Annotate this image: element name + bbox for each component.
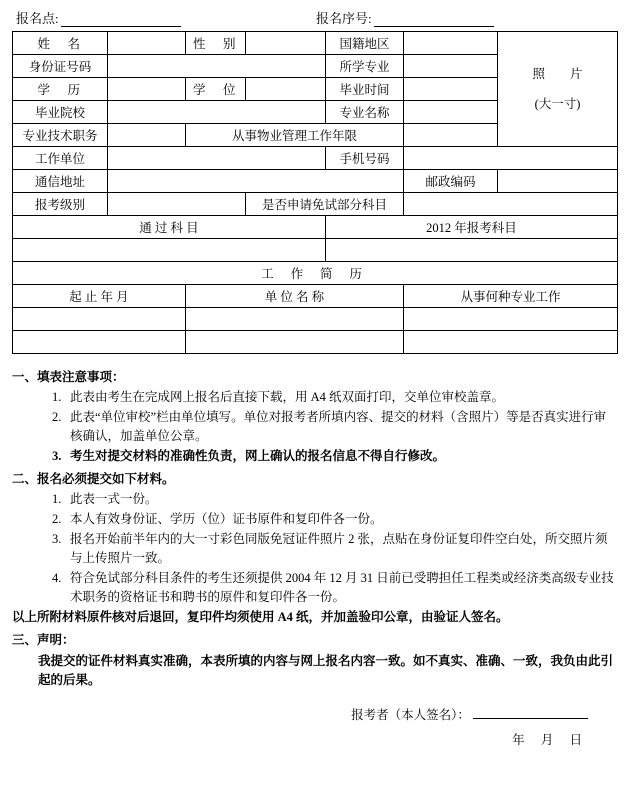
serial-field — [316, 8, 494, 27]
label-graduation-time: 毕业时间 — [326, 78, 404, 101]
list-item-text: 此表“单位审校”栏由单位填写。单位对报考者所填内容、提交的材料（含照片）等是否真实进行审核确认，加盖单位公章。 — [70, 410, 607, 443]
label-major-studied: 所学专业 — [326, 55, 404, 78]
notes-section2-list — [12, 490, 618, 607]
value-mobile[interactable] — [404, 147, 618, 170]
list-item — [52, 447, 618, 466]
label-nationality-region: 国籍地区 — [326, 32, 404, 55]
table-row — [13, 32, 618, 55]
label-school: 毕业院校 — [13, 101, 108, 124]
value-major-name[interactable] — [404, 101, 498, 124]
list-item-text: 报名开始前半年内的大一寸彩色同版免冠证件照片 2 张，点贴在身份证复印件空白处，所交照片须与上传照片一致。 — [70, 532, 608, 565]
table-row — [13, 331, 618, 354]
form-header — [12, 8, 618, 27]
value-passed-subjects[interactable] — [13, 239, 326, 262]
value-graduation-time[interactable] — [404, 78, 498, 101]
table-row — [13, 285, 618, 308]
signature-row — [12, 705, 618, 725]
list-item-number: 2. — [52, 512, 62, 526]
table-row — [13, 262, 618, 285]
value-resume-period[interactable] — [13, 308, 186, 331]
value-major-studied[interactable] — [404, 55, 498, 78]
label-work-unit: 工作单位 — [13, 147, 108, 170]
table-row — [13, 147, 618, 170]
value-degree[interactable] — [246, 78, 326, 101]
notes-section1-title: 一、填表注意事项： — [12, 370, 125, 384]
notes-section1-list — [12, 388, 618, 466]
value-resume-unit[interactable] — [186, 331, 404, 354]
label-id-number: 身份证号码 — [13, 55, 108, 78]
label-professional-title: 专业技术职务 — [13, 124, 108, 147]
photo-placeholder[interactable] — [498, 32, 618, 147]
label-degree: 学 位 — [186, 78, 246, 101]
value-id-number[interactable] — [108, 55, 326, 78]
label-exam-level: 报考级别 — [13, 193, 108, 216]
list-item-number: 2. — [52, 410, 62, 424]
list-item-number: 4. — [52, 571, 62, 585]
label-work-type: 从事何种专业工作 — [404, 285, 618, 308]
photo-label: 照 片 — [532, 67, 589, 81]
value-property-mgmt-years[interactable] — [404, 124, 498, 147]
site-field — [16, 8, 316, 27]
signature-label: 报考者（本人签名）： — [351, 707, 470, 722]
label-work-resume: 工 作 简 历 — [13, 262, 618, 285]
list-item — [52, 490, 618, 509]
value-resume-work[interactable] — [404, 331, 618, 354]
table-row — [13, 170, 618, 193]
list-item-number: 1. — [52, 390, 62, 404]
label-postcode: 邮政编码 — [404, 170, 498, 193]
label-exemption-apply: 是否申请免试部分科目 — [246, 193, 404, 216]
label-education: 学 历 — [13, 78, 108, 101]
table-row — [13, 216, 618, 239]
list-item — [52, 510, 618, 529]
label-gender: 性 别 — [186, 32, 246, 55]
list-item — [52, 530, 618, 568]
value-year-subjects[interactable] — [326, 239, 618, 262]
list-item-number: 1. — [52, 492, 62, 506]
value-postcode[interactable] — [498, 170, 618, 193]
site-label: 报名点: — [16, 11, 59, 26]
value-mail-address[interactable] — [108, 170, 404, 193]
list-item-text: 考生对提交材料的准确性负责，网上确认的报名信息不得自行修改。 — [70, 449, 446, 463]
value-gender[interactable] — [246, 32, 326, 55]
declaration-body: 我提交的证件材料真实准确，本表所填的内容与网上报名内容一致。如不真实、准确、一致，我负由此引起的后果。 — [38, 654, 614, 688]
value-exam-level[interactable] — [108, 193, 246, 216]
site-input-rule[interactable] — [61, 13, 181, 27]
label-year-subjects: 2012 年报考科目 — [326, 216, 618, 239]
list-item — [52, 388, 618, 407]
list-item — [52, 569, 618, 607]
applicant-info-table — [12, 31, 618, 354]
list-item-text: 符合免试部分科目条件的考生还须提供 2004 年 12 月 31 日前已受聘担任工程类或经济类高级专业技术职务的资格证书和聘书的原件和复印件各一份。 — [70, 571, 614, 604]
serial-label: 报名序号: — [316, 11, 372, 26]
value-resume-unit[interactable] — [186, 308, 404, 331]
list-item — [52, 408, 618, 446]
value-nationality-region[interactable] — [404, 32, 498, 55]
list-item-number: 3. — [52, 532, 62, 546]
table-row — [13, 308, 618, 331]
serial-input-rule[interactable] — [374, 13, 494, 27]
value-resume-work[interactable] — [404, 308, 618, 331]
notes-section2-footer: 以上所附材料原件核对后退回，复印件均须使用 A4 纸，并加盖验印公章，由验证人签名。 — [12, 610, 509, 624]
notes-section — [12, 368, 618, 750]
table-row — [13, 193, 618, 216]
label-period: 起 止 年 月 — [13, 285, 186, 308]
label-unit-name: 单 位 名 称 — [186, 285, 404, 308]
value-exemption-apply[interactable] — [404, 193, 618, 216]
value-education[interactable] — [108, 78, 186, 101]
label-mobile: 手机号码 — [326, 147, 404, 170]
value-name[interactable] — [108, 32, 186, 55]
notes-section3-title: 三、声明： — [12, 633, 75, 647]
value-resume-period[interactable] — [13, 331, 186, 354]
label-name: 姓 名 — [13, 32, 108, 55]
value-school[interactable] — [108, 101, 326, 124]
label-major-name: 专业名称 — [326, 101, 404, 124]
value-work-unit[interactable] — [108, 147, 326, 170]
label-mail-address: 通信地址 — [13, 170, 108, 193]
photo-size-note: (大一寸) — [534, 97, 581, 111]
label-passed-subjects: 通 过 科 目 — [13, 216, 326, 239]
list-item-text: 此表一式一份。 — [70, 492, 158, 506]
notes-section2-title: 二、报名必须提交如下材料。 — [12, 472, 175, 486]
signature-input-rule[interactable] — [473, 705, 588, 719]
list-item-text: 此表由考生在完成网上报名后直接下载，用 A4 纸双面打印，交单位审校盖章。 — [70, 390, 505, 404]
list-item-text: 本人有效身份证、学历（位）证书原件和复印件各一份。 — [70, 512, 383, 526]
label-property-mgmt-years: 从事物业管理工作年限 — [186, 124, 404, 147]
date-row: 年 月 日 — [512, 732, 584, 747]
table-row — [13, 239, 618, 262]
value-professional-title[interactable] — [108, 124, 186, 147]
list-item-number: 3. — [52, 449, 62, 463]
